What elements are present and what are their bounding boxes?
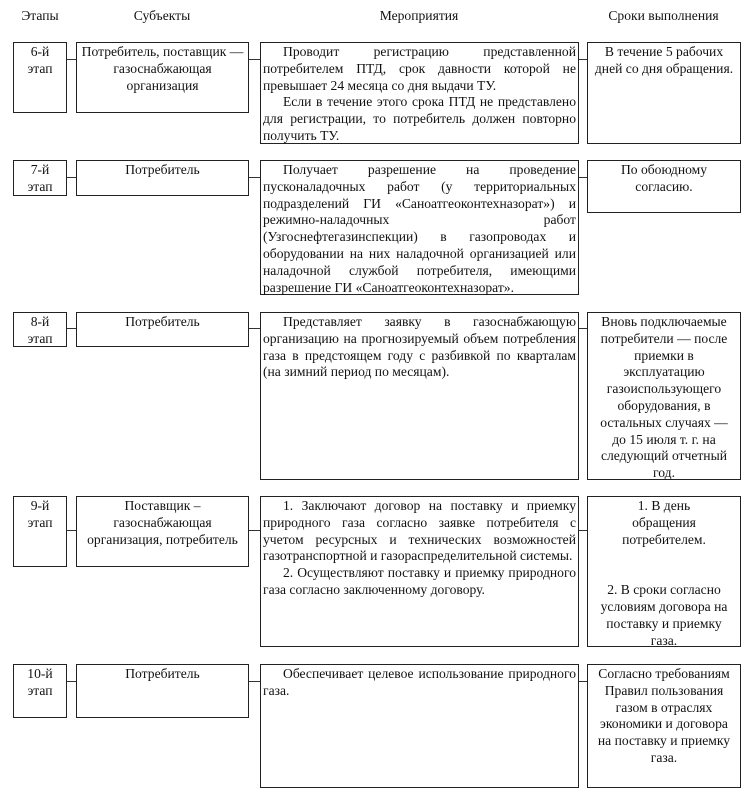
connector bbox=[249, 59, 260, 60]
deadline-box bbox=[587, 42, 741, 144]
stage-label: 8-й этап bbox=[27, 314, 53, 346]
stage-label: 10-й этап bbox=[27, 666, 53, 698]
stage-label: 9-й этап bbox=[27, 498, 53, 530]
deadline-spacer bbox=[594, 548, 734, 582]
header-subjects: Субъекты bbox=[133, 8, 191, 23]
connector bbox=[249, 328, 260, 329]
deadline-box bbox=[587, 160, 741, 213]
stage-box bbox=[13, 664, 67, 718]
action-box bbox=[260, 664, 579, 788]
action-text: Проводит регистрацию представленной потребителем ПТД, срок давности которой не превышает 24 месяца со дня выдачи ТУ. bbox=[263, 44, 576, 93]
subject-box bbox=[76, 496, 249, 567]
connector bbox=[579, 328, 587, 329]
connector bbox=[579, 177, 587, 178]
stage-box bbox=[13, 496, 67, 567]
stage-box bbox=[13, 312, 67, 347]
action-text: Представляет заявку в газоснабжающую организацию на прогнозируемый объем потребления газа в предстоящем году с разбивкой по кварталам (на зимний период по месяцам). bbox=[263, 314, 576, 380]
deadline-text: Согласно требованиям Правил пользования газом в отраслях экономики и договора на поставку и приемку газа. bbox=[597, 666, 731, 765]
subject-label: Потребитель bbox=[125, 666, 200, 681]
deadline-box bbox=[587, 312, 741, 480]
connector bbox=[249, 681, 260, 682]
subject-label: Потребитель bbox=[125, 314, 200, 329]
connector bbox=[249, 177, 260, 178]
connector bbox=[579, 681, 587, 682]
deadline-text: 2. В сроки согласно условиям договора на поставку и приемку газа. bbox=[600, 582, 728, 648]
subject-box bbox=[76, 664, 249, 718]
subject-box bbox=[76, 312, 249, 347]
action-box bbox=[260, 42, 579, 144]
action-box bbox=[260, 312, 579, 480]
action-box bbox=[260, 160, 579, 295]
header-deadlines: Сроки выполнения bbox=[608, 8, 719, 23]
subject-label: Потребитель bbox=[125, 162, 200, 177]
header-stages: Этапы bbox=[21, 8, 59, 23]
subject-label: Потребитель, поставщик — газоснабжающая организация bbox=[81, 44, 244, 93]
connector bbox=[67, 177, 76, 178]
action-box bbox=[260, 496, 579, 647]
deadline-text: По обоюдному согласию. bbox=[620, 162, 708, 194]
deadline-box bbox=[587, 496, 741, 647]
connector bbox=[579, 59, 587, 60]
connector bbox=[67, 530, 76, 531]
connector bbox=[67, 59, 76, 60]
connector bbox=[67, 328, 76, 329]
stage-box bbox=[13, 42, 67, 113]
deadline-text: 1. В день обращения потребителем. bbox=[622, 498, 706, 547]
deadline-box bbox=[587, 664, 741, 788]
deadline-text: Вновь подключаемые потребители — после приемки в эксплуатацию газоиспользующего оборудования, в остальных случаях — до 15 июля т. г. на следующий отчетный год. bbox=[600, 314, 728, 481]
subject-box bbox=[76, 160, 249, 196]
deadline-text: В течение 5 рабочих дней со дня обращения. bbox=[594, 44, 734, 76]
action-text: 2. Осуществляют поставку и приемку природного газа согласно заключенному договору. bbox=[263, 565, 576, 597]
subject-label: Поставщик – газоснабжающая организация, потребитель bbox=[87, 498, 238, 547]
stage-label: 6-й этап bbox=[27, 44, 53, 76]
header-actions: Мероприятия bbox=[379, 8, 459, 23]
connector bbox=[579, 530, 587, 531]
action-text: Обеспечивает целевое использование природного газа. bbox=[263, 666, 576, 698]
action-text: 1. Заключают договор на поставку и приемку природного газа согласно заявке потребителя с учетом ресурсных и технических возможностей газотранспортной и газораспределительной системы. bbox=[263, 498, 576, 564]
action-text: Получает разрешение на проведение пусконаладочных работ (у территориальных подразделений ГИ «Саноатгеоконтехназорат») и режимно-наладочных работ (Узгоснефтегазинспекции) в газопроводах и оборудовании на них наладочной организацией или наладочной службой потребителя, имеющими разрешение ГИ «Саноатгеоконтехназорат». bbox=[263, 162, 576, 295]
stage-label: 7-й этап bbox=[27, 162, 53, 194]
subject-box bbox=[76, 42, 249, 113]
connector bbox=[249, 530, 260, 531]
action-text: Если в течение этого срока ПТД не представлено для регистрации, то потребитель должен повторно получить ТУ. bbox=[263, 94, 576, 143]
connector bbox=[67, 681, 76, 682]
stage-box bbox=[13, 160, 67, 196]
